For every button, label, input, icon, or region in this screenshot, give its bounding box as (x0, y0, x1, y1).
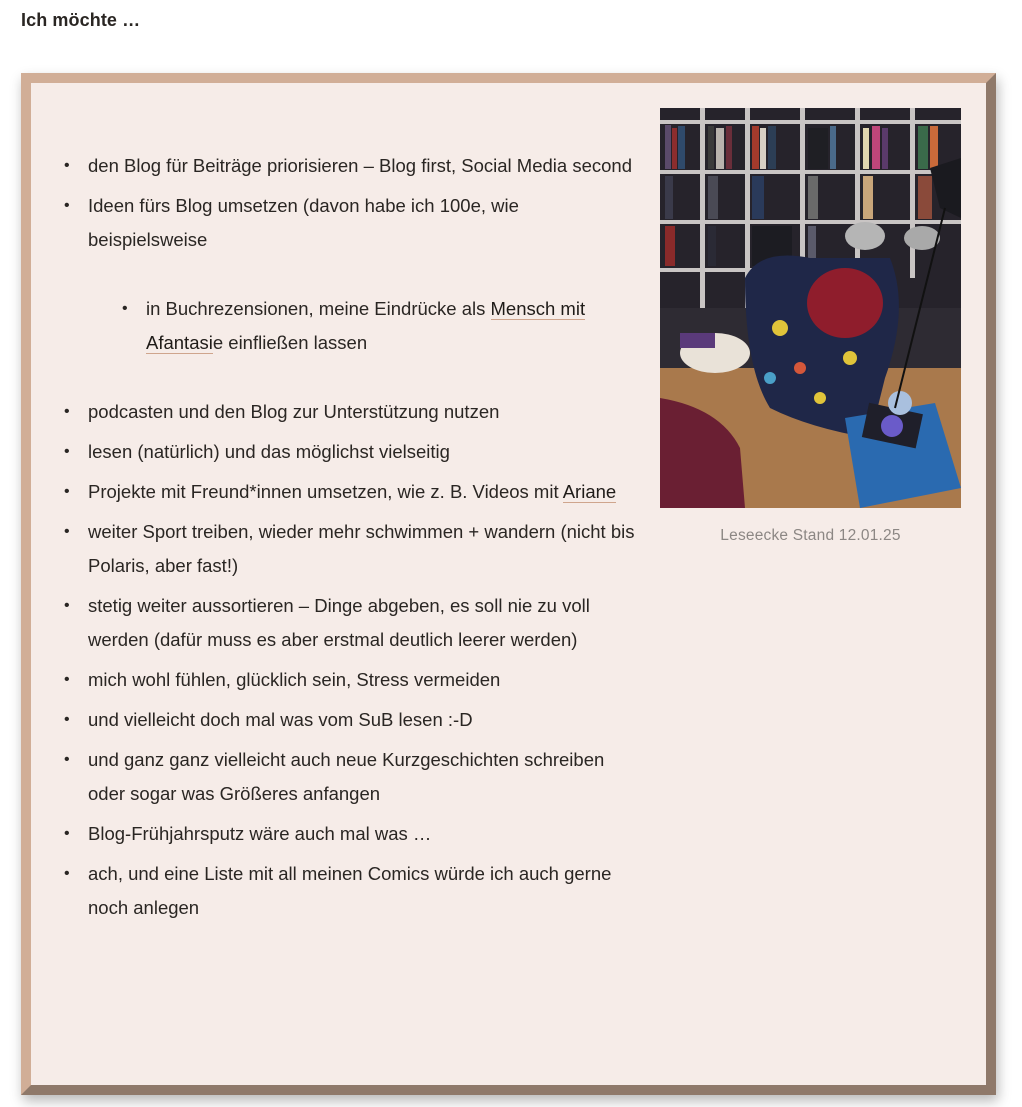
list-item-text: und vielleicht doch mal was vom SuB lesen :-D (88, 709, 473, 730)
content-frame (21, 73, 996, 1095)
nested-list (88, 292, 638, 360)
bullet-icon: • (64, 671, 70, 688)
list-item-text: ach, und eine Liste mit all meinen Comics würde ich auch gerne noch anlegen (88, 863, 612, 918)
nested-list-item (122, 292, 638, 360)
nested-text-after: e einfließen lassen (212, 332, 368, 353)
bullet-icon: • (64, 443, 70, 460)
list-item-text: lesen (natürlich) und das möglichst vielseitig (88, 441, 450, 462)
list-item (64, 817, 638, 851)
list-item-text: mich wohl fühlen, glücklich sein, Stress vermeiden (88, 669, 501, 690)
bullet-icon: • (64, 597, 70, 614)
bullet-icon: • (64, 825, 70, 842)
list-item (64, 589, 638, 657)
frame-content (31, 83, 986, 1085)
link-ariane[interactable]: Ariane (562, 481, 617, 502)
bullet-icon: • (64, 523, 70, 540)
list-item-text: Projekte mit Freund*innen umsetzen, wie z. B. Videos mit (88, 481, 563, 502)
list-item-text: den Blog für Beiträge priorisieren – Blog first, Social Media second (88, 155, 632, 176)
bullet-icon: • (64, 483, 70, 500)
list-item-text: Ideen fürs Blog umsetzen (davon habe ich 100e, wie beispielsweise (88, 195, 519, 250)
section-heading: Ich möchte … (21, 10, 141, 30)
link-mensch-mit-afantasie[interactable]: Mensch mit Afantasi (146, 298, 586, 353)
bullet-icon: • (64, 403, 70, 420)
list-item (64, 189, 638, 360)
photo-caption: Leseecke Stand 12.01.25 (720, 527, 901, 544)
list-item (64, 663, 638, 697)
list-item-text: Blog-Frühjahrsputz wäre auch mal was … (88, 823, 432, 844)
list-item-text: und ganz ganz vielleicht auch neue Kurzgeschichten schreiben oder sogar was Größeres anfangen (88, 749, 605, 804)
bullet-icon: • (64, 865, 70, 882)
list-item (64, 703, 638, 737)
list-item (64, 515, 638, 583)
list-item-text: stetig weiter aussortieren – Dinge abgeben, es soll nie zu voll werden (dafür muss es aber erstmal deutlich leerer werden) (88, 595, 590, 650)
list-item (64, 149, 638, 183)
list-item (64, 395, 638, 429)
bullet-icon: • (64, 751, 70, 768)
photo-figure (660, 108, 961, 545)
bullet-icon: • (64, 157, 70, 174)
bullet-icon: • (64, 197, 70, 214)
reading-corner-photo[interactable] (660, 108, 961, 508)
list-item (64, 435, 638, 469)
nested-text-before: in Buchrezensionen, meine Eindrücke als (146, 298, 491, 319)
list-item-text: weiter Sport treiben, wieder mehr schwimmen + wandern (nicht bis Polaris, aber fast!) (88, 521, 635, 576)
list-item-text: podcasten und den Blog zur Unterstützung nutzen (88, 401, 500, 422)
bullet-icon: • (122, 300, 128, 317)
bullet-icon: • (64, 711, 70, 728)
wish-list (64, 149, 638, 931)
list-item (64, 743, 638, 811)
list-item (64, 475, 638, 509)
list-item (64, 857, 638, 925)
